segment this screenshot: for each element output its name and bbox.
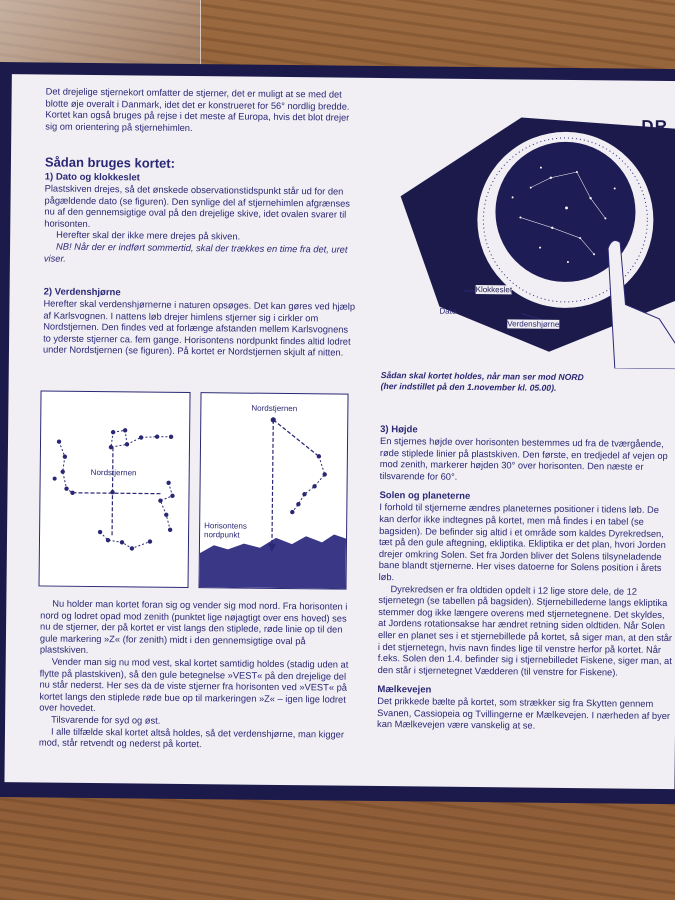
- milky-way-paragraph: Det prikkede bælte på kortet, som strækker sig fra Skytten gennem Svanen, Cassiopeia og Tvillingerne er Mælkevejen. I nærheden af byer kan Mælkevejen være vanskelig at se.: [377, 696, 671, 732]
- figure-horisont-drawing: [200, 393, 348, 589]
- star-map-sheet: [0, 62, 675, 804]
- usage-heading: Sådan bruges kortet:: [44, 154, 176, 171]
- map-caption: Sådan skal kortet holdes, når man ser mod NORD (her indstillet på den 1.november kl. 05.00).: [380, 370, 584, 393]
- milky-way-title: Mælkevejen: [377, 684, 432, 696]
- map-label-dato: Dato: [439, 306, 457, 316]
- section-2-title: 2) Verdenshjørne: [43, 286, 121, 299]
- lower-paragraph-2: Vender man sig nu mod vest, skal kortet samtidig holdes (stadig uden at flytte på plastskiven), så den gule betegnelse »VEST« på den drejelige del nu står nederst. Her ses da de viste stjerner fra horisonten ved »VEST« på kortet langs den stiplede røde bue op til markeringen »Z« – igen lige lodret over hovedet.: [39, 656, 349, 714]
- figure-2-nordstjernen-label: Nordstjernen: [251, 403, 298, 414]
- map-label-verdenshjorne: Verdenshjørne: [507, 319, 560, 329]
- figure-2-horizon-label: Horisontens nordpunkt: [204, 521, 247, 540]
- sun-paragraph-1: I forhold til stjernerne ændres planeternes positioner i tidens løb. De kan derfor ikke indtegnes på kortet, men må findes i en tabel (se bagsiden). De befinder sig altid i et område som kaldes Dyrekredsen, tæt på den gule aftegning, ekliptika. Ekliptika er det plan, hvori Jorden drejer omkring Solen. Set fra Jorden bliver det Solens tilsyneladende bane blandt stjernerne. Her vises datoerne for Solens position i årets løb.: [378, 502, 666, 583]
- section-1-title: 1) Dato og klokkeslet: [44, 171, 140, 184]
- section-3-paragraph: En stjernes højde over horisonten bestemmes ud fra de tværgående, røde stiplede linier på plastskiven. Den første, en tredjedel af vejen op mod zenith, markerer højden 30° over horisonten. Den næste er tilsvarende for 60°.: [379, 436, 668, 482]
- figure-karlsvognen-drawing: [40, 391, 190, 587]
- section-1-note: Herefter skal der ikke mere drejes på skiven.: [56, 229, 241, 242]
- right-column-text: [377, 424, 675, 734]
- section-1-paragraph: Plastskiven drejes, så det ønskede observationstidspunkt står ud for den pågældende dato (se figuren). Den synlige del af stjernehimlen afgrænses nu af den gennemsigtige oval på den drejelige skive, idet ovalen svarer til horisonten.: [44, 183, 351, 229]
- section-3-title: 3) Højde: [380, 424, 418, 436]
- lower-paragraph-3: Tilsvarende for syd og øst.: [51, 714, 161, 726]
- section-2: [43, 286, 356, 359]
- section-1-nb: NB! Når der er indført sommertid, skal der trækkes en time fra det, uret viser.: [43, 241, 348, 264]
- figure-horisont: [199, 392, 349, 590]
- figure-1-nordstjernen-label: Nordstjernen: [90, 467, 137, 478]
- intro-paragraph: [45, 86, 357, 136]
- section-2-paragraph: Herefter skal verdenshjørnerne i naturen opsøges. Det kan gøres ved hjælp af Karlsvognen. I nattens løb drejer himlens stjerner sig i cirkler om Nordstjernen. Den findes ved at forlænge afstanden mellem Karlsvognens to yderste stjerner ca. fem gange. Horisontens nordpunkt findes altid lodret under Nordstjernen (se figuren). På kortet er Nordstjernen skjult af nitten.: [42, 298, 356, 358]
- sun-paragraph-2: Dyrekredsen er fra oldtiden opdelt i 12 lige store dele, de 12 stjernetegn (se tabellen på bagsiden). Stjernebillederne langs ekliptika stemmer dog ikke længere overens med stjernetegnene. Det skyldes, at Jordens rotationsakse har ændret retning siden oldtiden. Når Solen eller en planet ses i et stjernebillede på kortet, så siger man, at den står i det stjernetegn, hvis navn findes lige til venstre herfor på kortet. Når f.eks. Solen den 1.4. befinder sig i stjernebilledet Fiskene, siger man, at den står i stjernetegnet Vædderen (til venstre for Fiskene).: [377, 583, 673, 678]
- lower-paragraph-4: I alle tilfælde skal kortet altså holdes, så det verdenshjørne, man kigger mod, står retvendt og nederst på kortet.: [38, 726, 345, 750]
- plastic-sleeve: [0, 0, 201, 70]
- section-1: [44, 154, 357, 267]
- star-map-drawing: [379, 106, 675, 369]
- star-map-illustration: [379, 106, 675, 369]
- map-label-klokkeslet: Klokkeslet: [475, 284, 513, 295]
- figure-karlsvognen: [39, 390, 191, 588]
- brand-mark: DR: [641, 116, 669, 136]
- intro-text: Det drejelige stjernekort omfatter de stjerner, det er muligt at se med det blotte øje overalt i Danmark, idet det er konstrueret for 56° nordlig bredde. Kortet kan også bruges på rejse i det meste af Europa, hvis det blot drejer sig om orientering på stjernehimlen.: [45, 86, 350, 133]
- lower-paragraph-1: Nu holder man kortet foran sig og vender sig mod nord. Fra horisonten i nord og lodret opad mod zenith (punktet lige nøjagtigt over ens hoved) ses nu de stjerner, der på kortet er vist langs den stiplede, røde linie op til den gule markering »Z« (for zenith) midt i den gennemsigtige oval på plastskiven.: [39, 598, 348, 656]
- instruction-page: [4, 74, 675, 789]
- lower-left-text: [39, 598, 353, 752]
- sun-planets-title: Solen og planeterne: [379, 490, 471, 503]
